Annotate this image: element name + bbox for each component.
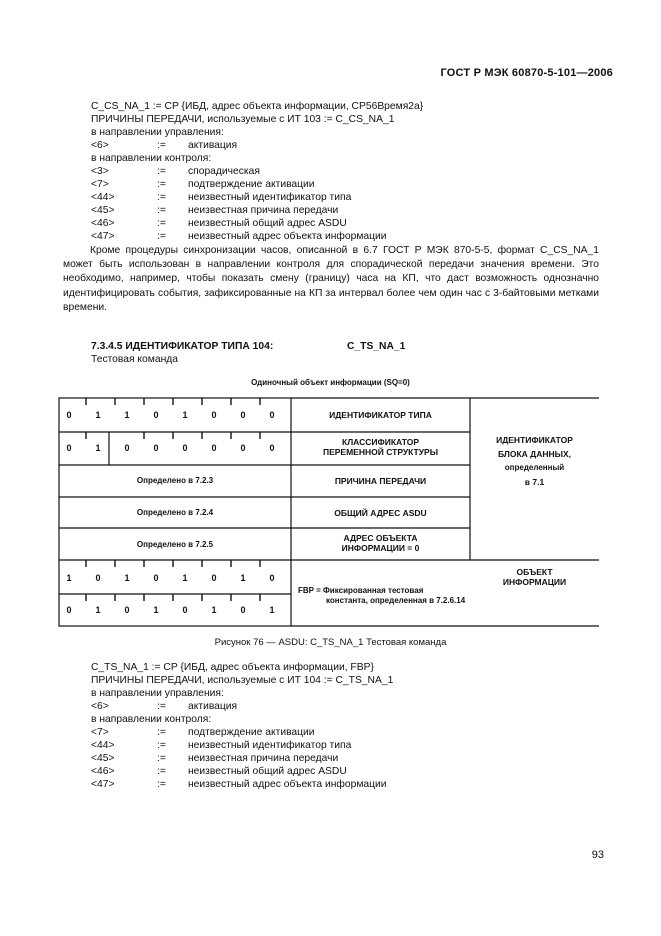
body-paragraph: Кроме процедуры синхронизации часов, описанной в 6.7 ГОСТ Р МЭК 870-5-5, формат C_CS_NA_1 может быть использован в направлении контроля для спорадической передачи значения времени. Это необходимо, например, чтобы показать смену (границу) часа на КП, что даст возможность однозначно идентифицировать события, зафиксированные на КП за интервал более чем один час с 3-байтовыми метками времени. xyxy=(63,245,599,313)
cause-text: подтверждение активации xyxy=(188,727,315,738)
bit: 1 xyxy=(66,573,72,583)
bit: 1 xyxy=(153,605,159,615)
cause-text: неизвестная причина передачи xyxy=(188,205,339,216)
cause-text: неизвестный адрес объекта информации xyxy=(188,231,387,242)
diagram-title: Одиночный объект информации (SQ=0) xyxy=(251,378,410,387)
information-object-label xyxy=(470,567,599,587)
bit: 1 xyxy=(95,443,101,453)
page-number: 93 xyxy=(591,849,604,861)
ioa-label xyxy=(291,533,470,553)
cot-label: ПРИЧИНА ПЕРЕДАЧИ xyxy=(334,476,427,486)
cause-code: <6> xyxy=(91,140,109,151)
bit: 0 xyxy=(153,410,159,420)
bit: 1 xyxy=(182,573,188,583)
dui-line: БЛОКА ДАННЫХ, xyxy=(498,449,571,459)
bit: 0 xyxy=(66,410,72,420)
bit: 0 xyxy=(269,573,275,583)
io-line: ИНФОРМАЦИИ xyxy=(502,577,567,587)
cause-op: := xyxy=(157,231,166,242)
asdu-address-reference: Определено в 7.2.4 xyxy=(136,508,214,517)
bit: 0 xyxy=(269,410,275,420)
cause-op: := xyxy=(157,192,166,203)
cause-text: активация xyxy=(188,701,238,712)
definition-line: C_CS_NA_1 := CP {ИБД, адрес объекта информации, CP56Время2a} xyxy=(91,101,424,112)
figure-caption: Рисунок 76 — ASDU: C_TS_NA_1 Тестовая команда xyxy=(214,637,447,648)
type-id-label: ИДЕНТИФИКАТОР ТИПА xyxy=(329,410,432,420)
cause-op: := xyxy=(157,766,166,777)
cause-op: := xyxy=(157,740,166,751)
bit: 1 xyxy=(269,605,275,615)
cause-text: неизвестный идентификатор типа xyxy=(188,740,352,751)
cause-code: <44> xyxy=(91,192,115,203)
bit: 0 xyxy=(211,443,217,453)
dui-line: определенный xyxy=(504,463,565,472)
cause-op: := xyxy=(157,779,166,790)
bit: 0 xyxy=(211,410,217,420)
asdu-address-label: ОБЩИЙ АДРЕС ASDU xyxy=(334,508,427,518)
cause-code: <45> xyxy=(91,205,115,216)
cause-op: := xyxy=(157,140,166,151)
monitor-direction-label: в направлении контроля: xyxy=(91,153,212,164)
section-type-code: C_TS_NA_1 xyxy=(347,341,406,352)
bit: 0 xyxy=(211,573,217,583)
cause-code: <44> xyxy=(91,740,115,751)
cause-op: := xyxy=(157,179,166,190)
cause-op: := xyxy=(157,205,166,216)
cause-code: <45> xyxy=(91,753,115,764)
vsq-label xyxy=(291,437,470,457)
bit: 1 xyxy=(182,410,188,420)
cause-text: спорадическая xyxy=(188,166,260,177)
control-direction-label: в направлении управления: xyxy=(91,688,224,699)
cause-code: <3> xyxy=(91,166,109,177)
cause-code: <47> xyxy=(91,231,115,242)
bit: 0 xyxy=(240,605,246,615)
ioa-reference: Определено в 7.2.5 xyxy=(136,540,214,549)
data-unit-identifier-label xyxy=(470,433,599,489)
dui-line: в 7.1 xyxy=(524,477,545,487)
bit: 0 xyxy=(66,443,72,453)
fbp-label: FBP = Фиксированная тестовая xyxy=(298,586,424,595)
bit: 0 xyxy=(124,605,130,615)
cause-op: := xyxy=(157,753,166,764)
bit: 0 xyxy=(153,443,159,453)
fbp-label-cont: константа, определенная в 7.2.6.14 xyxy=(326,596,466,605)
cause-op: := xyxy=(157,727,166,738)
bit: 1 xyxy=(124,410,130,420)
bit: 0 xyxy=(269,443,275,453)
bit: 0 xyxy=(240,443,246,453)
bit: 0 xyxy=(240,410,246,420)
bit: 0 xyxy=(182,443,188,453)
bit: 0 xyxy=(66,605,72,615)
definition-line: C_TS_NA_1 := CP {ИБД, адрес объекта информации, FBP} xyxy=(91,662,374,673)
dui-line: ИДЕНТИФИКАТОР xyxy=(496,435,573,445)
cause-code: <46> xyxy=(91,218,115,229)
cause-op: := xyxy=(157,166,166,177)
io-line: ОБЪЕКТ xyxy=(516,567,553,577)
cause-code: <6> xyxy=(91,701,109,712)
causes-title: ПРИЧИНЫ ПЕРЕДАЧИ, используемые с ИТ 103 := C_CS_NA_1 xyxy=(91,114,395,125)
ioa-label-line: ИНФОРМАЦИИ = 0 xyxy=(341,543,420,553)
cause-op: := xyxy=(157,701,166,712)
cause-code: <47> xyxy=(91,779,115,790)
monitor-direction-label: в направлении контроля: xyxy=(91,714,212,725)
causes-title: ПРИЧИНЫ ПЕРЕДАЧИ, используемые с ИТ 104 := C_TS_NA_1 xyxy=(91,675,394,686)
bit: 0 xyxy=(124,443,130,453)
ioa-label-line: АДРЕС ОБЪЕКТА xyxy=(343,533,418,543)
cause-op: := xyxy=(157,218,166,229)
cause-code: <46> xyxy=(91,766,115,777)
cot-reference: Определено в 7.2.3 xyxy=(136,476,214,485)
document-header: ГОСТ Р МЭК 60870-5-101—2006 xyxy=(440,67,613,79)
cause-text: неизвестный общий адрес ASDU xyxy=(188,766,347,777)
cause-text: неизвестный адрес объекта информации xyxy=(188,779,387,790)
bit: 0 xyxy=(182,605,188,615)
cause-text: неизвестная причина передачи xyxy=(188,753,339,764)
cause-code: <7> xyxy=(91,727,109,738)
cause-text: неизвестный общий адрес ASDU xyxy=(188,218,347,229)
bit: 1 xyxy=(240,573,246,583)
cause-text: неизвестный идентификатор типа xyxy=(188,192,352,203)
bit: 0 xyxy=(153,573,159,583)
cause-code: <7> xyxy=(91,179,109,190)
bit: 1 xyxy=(211,605,217,615)
vsq-label-line: КЛАССИФИКАТОР xyxy=(342,437,419,447)
section-subtitle: Тестовая команда xyxy=(91,354,179,365)
bit: 1 xyxy=(95,410,101,420)
bit: 1 xyxy=(95,605,101,615)
cause-text: подтверждение активации xyxy=(188,179,315,190)
section-title: 7.3.4.5 ИДЕНТИФИКАТОР ТИПА 104: xyxy=(91,341,274,352)
cause-text: активация xyxy=(188,140,238,151)
vsq-label-line: ПЕРЕМЕННОЙ СТРУКТУРЫ xyxy=(322,447,439,457)
bit: 0 xyxy=(95,573,101,583)
bit: 1 xyxy=(124,573,130,583)
control-direction-label: в направлении управления: xyxy=(91,127,224,138)
